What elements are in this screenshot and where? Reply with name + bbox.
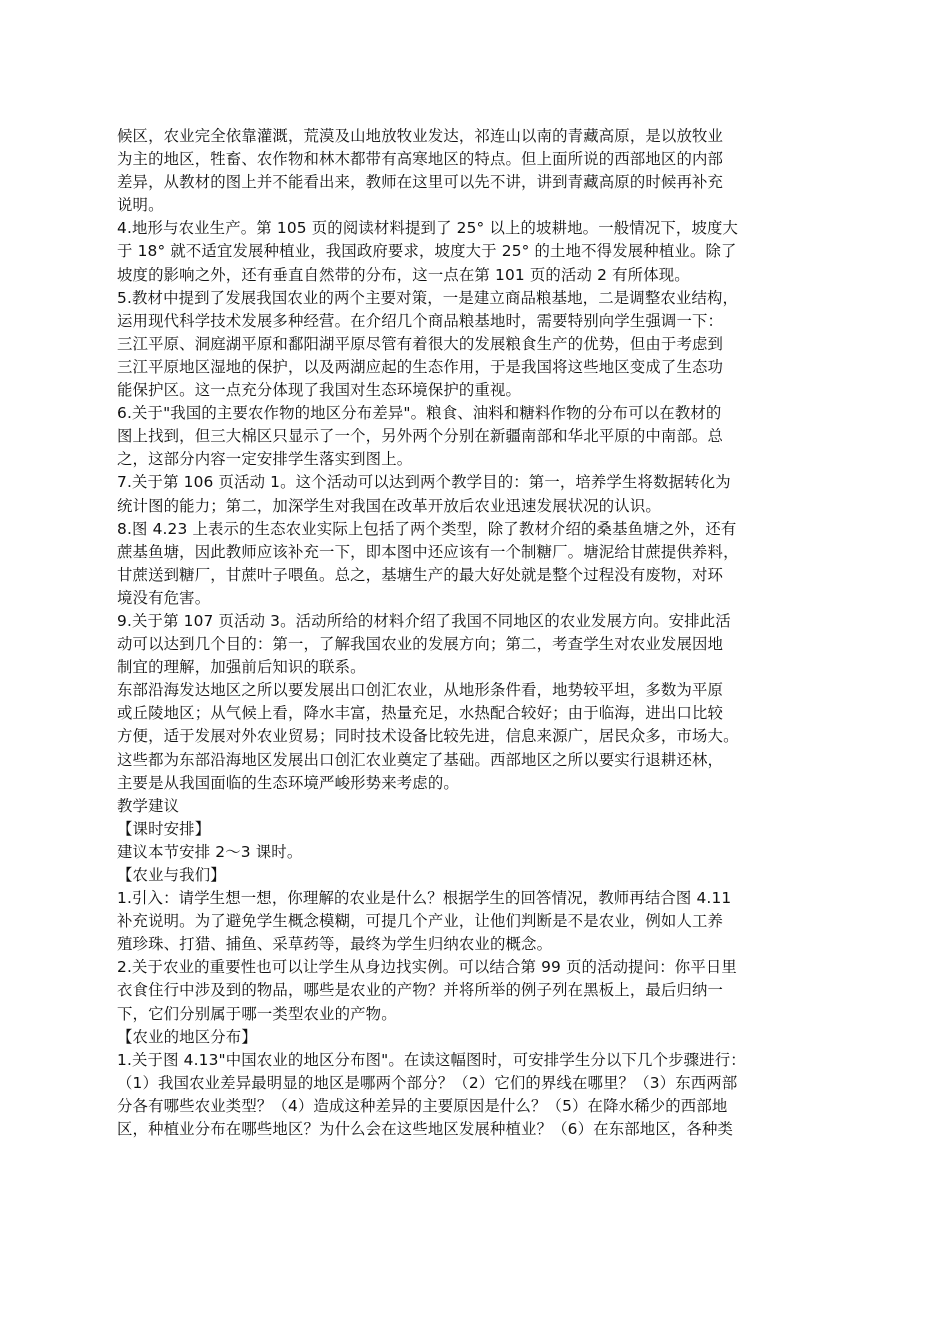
text-line: 图上找到，但三大棉区只显示了一个，另外两个分别在新疆南部和华北平原的中南部。总 bbox=[117, 427, 724, 446]
text-line: 分各有哪些农业类型？（4）造成这种差异的主要原因是什么？（5）在降水稀少的西部地 bbox=[117, 1096, 728, 1115]
text-line: 区，种植业分布在哪些地区？为什么会在这些地区发展种植业？（6）在东部地区，各种类 bbox=[117, 1120, 734, 1139]
section-heading: 教学建议 bbox=[117, 796, 180, 815]
subsection-heading: 【课时安排】 bbox=[117, 819, 211, 838]
text-line: 下，它们分别属于哪一类型农业的产物。 bbox=[117, 1004, 397, 1023]
text-line: 为主的地区，牲畜、农作物和林木都带有高寒地区的特点。但上面所说的西部地区的内部 bbox=[117, 150, 724, 169]
text-line: 8.图 4.23 上表示的生态农业实际上包括了两个类型，除了教材介绍的桑基鱼塘之外，还有 bbox=[117, 519, 737, 538]
text-line: 东部沿海发达地区之所以要发展出口创汇农业，从地形条件看，地势较平坦，多数为平原 bbox=[117, 681, 724, 700]
text-line: 统计图的能力；第二，加深学生对我国在改革开放后农业迅速发展状况的认识。 bbox=[117, 496, 661, 515]
text-line: 制宜的理解，加强前后知识的联系。 bbox=[117, 658, 366, 677]
text-line: 运用现代科学技术发展多种经营。在介绍几个商品粮基地时，需要特别向学生强调一下： bbox=[117, 311, 724, 330]
text-line: 三江平原地区湿地的保护，以及两湖应起的生态作用，于是我国将这些地区变成了生态功 bbox=[117, 357, 724, 376]
text-line: 能保护区。这一点充分体现了我国对生态环境保护的重视。 bbox=[117, 381, 522, 400]
subsection-heading: 【农业的地区分布】 bbox=[117, 1027, 257, 1046]
text-line: 之，这部分内容一定安排学生落实到图上。 bbox=[117, 450, 413, 469]
text-line: 坡度的影响之外，还有垂直自然带的分布，这一点在第 101 页的活动 2 有所体现。 bbox=[117, 265, 690, 284]
text-line: 7.关于第 106 页活动 1。这个活动可以达到两个教学目的：第一，培养学生将数据转化为 bbox=[117, 473, 731, 492]
text-line: 候区，农业完全依靠灌溉，荒漠及山地放牧业发达，祁连山以南的青藏高原，是以放牧业 bbox=[117, 127, 724, 145]
text-line: 6.关于"我国的主要农作物的地区分布差异"。粮食、油料和糖料作物的分布可以在教材的 bbox=[117, 404, 722, 423]
text-line: 于 18° 就不适宜发展种植业，我国政府要求，坡度大于 25° 的土地不得发展种植业。除了 bbox=[117, 242, 737, 261]
text-line: 或丘陵地区；从气候上看，降水丰富，热量充足，水热配合较好；由于临海，进出口比较 bbox=[117, 704, 724, 723]
text-line: 4.地形与农业生产。第 105 页的阅读材料提到了 25° 以上的坡耕地。一般情况下，坡度大 bbox=[117, 219, 739, 238]
subsection-heading: 【农业与我们】 bbox=[117, 866, 226, 884]
text-line: 5.教材中提到了发展我国农业的两个主要对策，一是建立商品粮基地，二是调整农业结构， bbox=[117, 288, 739, 307]
text-line: 建议本节安排 2～3 课时。 bbox=[117, 842, 303, 861]
text-line: 说明。 bbox=[117, 196, 164, 215]
text-line: 境没有危害。 bbox=[117, 588, 211, 607]
text-line: 主要是从我国面临的生态环境严峻形势来考虑的。 bbox=[117, 773, 459, 792]
text-line: 9.关于第 107 页活动 3。活动所给的材料介绍了我国不同地区的农业发展方向。安排此活 bbox=[117, 611, 731, 630]
document-body bbox=[117, 125, 837, 1141]
text-line: 2.关于农业的重要性也可以让学生从身边找实例。可以结合第 99 页的活动提问：你平日里 bbox=[117, 958, 737, 977]
text-line: 这些都为东部沿海地区发展出口创汇农业奠定了基础。西部地区之所以要实行退耕还林， bbox=[117, 750, 724, 769]
text-line: 1.引入：请学生想一想，你理解的农业是什么？根据学生的回答情况，教师再结合图 4.11 bbox=[117, 889, 732, 908]
text-line: 1.关于图 4.13"中国农业的地区分布图"。在读这幅图时，可安排学生分以下几个步骤进行： bbox=[117, 1050, 746, 1069]
text-line: 甘蔗送到糖厂，甘蔗叶子喂鱼。总之，基塘生产的最大好处就是整个过程没有废物，对环 bbox=[117, 565, 724, 584]
text-line: 衣食住行中涉及到的物品，哪些是农业的产物？并将所举的例子列在黑板上，最后归纳一 bbox=[117, 981, 724, 1000]
text-line: 蔗基鱼塘，因此教师应该补充一下，即本图中还应该有一个制糖厂。塘泥给甘蔗提供养料， bbox=[117, 542, 739, 561]
text-line: 三江平原、洞庭湖平原和鄱阳湖平原尽管有着很大的发展粮食生产的优势，但由于考虑到 bbox=[117, 334, 724, 353]
text-line: 补充说明。为了避免学生概念模糊，可提几个产业，让他们判断是不是农业，例如人工养 bbox=[117, 912, 724, 931]
text-line: 殖珍珠、打猎、捕鱼、采草药等，最终为学生归纳农业的概念。 bbox=[117, 935, 553, 954]
text-line: （1）我国农业差异最明显的地区是哪两个部分？（2）它们的界线在哪里？（3）东西两部 bbox=[117, 1073, 738, 1092]
text-line: 动可以达到几个目的：第一，了解我国农业的发展方向；第二，考查学生对农业发展因地 bbox=[117, 635, 724, 654]
text-line: 差异，从教材的图上并不能看出来，教师在这里可以先不讲，讲到青藏高原的时候再补充 bbox=[117, 173, 724, 192]
text-line: 方便，适于发展对外农业贸易；同时技术设备比较先进，信息来源广，居民众多，市场大。 bbox=[117, 727, 739, 746]
